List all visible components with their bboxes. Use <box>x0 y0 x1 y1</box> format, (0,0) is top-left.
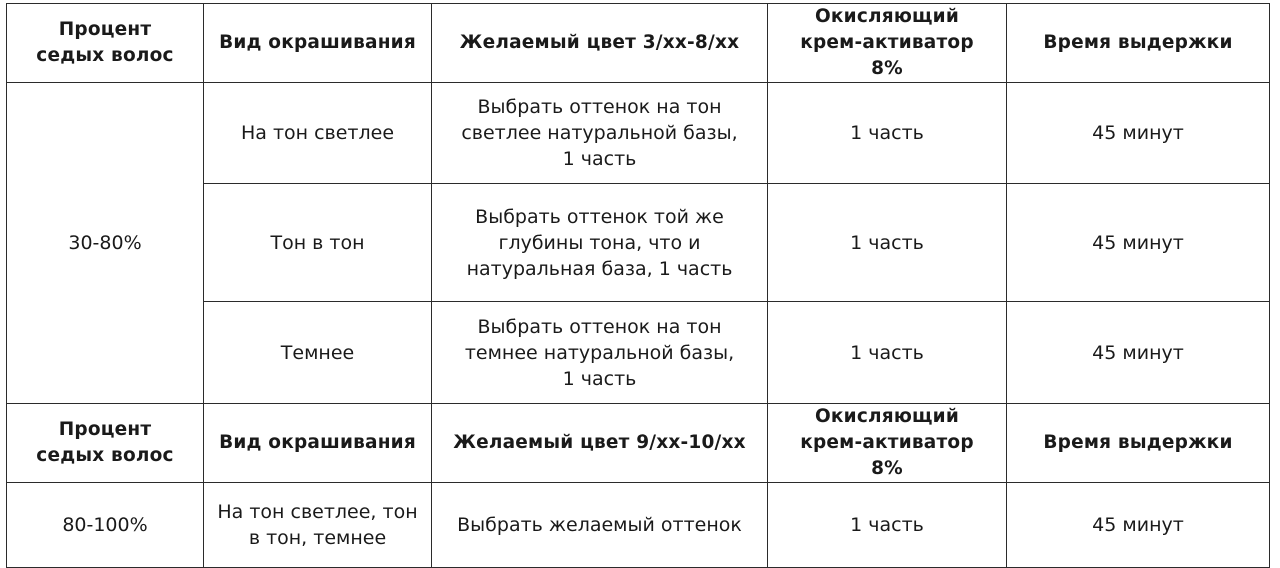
header-coloring-type: Вид окрашивания <box>204 4 432 83</box>
table-row <box>7 483 1270 568</box>
header-activator: Окисляющий крем-активатор 8% <box>768 4 1007 83</box>
coloring-type-cell: Темнее <box>204 302 432 404</box>
activator-cell: 1 часть <box>768 83 1007 184</box>
desired-color-cell: Выбрать оттенок на тон светлее натуральной базы, 1 часть <box>432 83 768 184</box>
time-cell: 45 минут <box>1007 483 1270 568</box>
activator-cell: 1 часть <box>768 302 1007 404</box>
time-cell: 45 минут <box>1007 302 1270 404</box>
percent-cell: 80-100% <box>7 483 204 568</box>
header-activator: Окисляющий крем-активатор 8% <box>768 404 1007 483</box>
activator-cell: 1 часть <box>768 184 1007 302</box>
header-percent: Процент седых волос <box>7 404 204 483</box>
desired-color-cell: Выбрать оттенок той же глубины тона, что и натуральная база, 1 часть <box>432 184 768 302</box>
header-desired-color: Желаемый цвет 9/хх-10/хх <box>432 404 768 483</box>
header-time: Время выдержки <box>1007 404 1270 483</box>
time-cell: 45 минут <box>1007 184 1270 302</box>
coloring-type-cell: На тон светлее, тон в тон, темнее <box>204 483 432 568</box>
time-cell: 45 минут <box>1007 83 1270 184</box>
desired-color-cell: Выбрать желаемый оттенок <box>432 483 768 568</box>
header-time: Время выдержки <box>1007 4 1270 83</box>
header-row-2 <box>7 404 1270 483</box>
percent-cell: 30-80% <box>7 83 204 404</box>
header-row-1 <box>7 4 1270 83</box>
table-row <box>7 83 1270 184</box>
header-coloring-type: Вид окрашивания <box>204 404 432 483</box>
activator-cell: 1 часть <box>768 483 1007 568</box>
hair-coloring-table <box>6 3 1270 568</box>
coloring-type-cell: Тон в тон <box>204 184 432 302</box>
header-percent: Процент седых волос <box>7 4 204 83</box>
desired-color-cell: Выбрать оттенок на тон темнее натуральной базы, 1 часть <box>432 302 768 404</box>
coloring-type-cell: На тон светлее <box>204 83 432 184</box>
header-desired-color: Желаемый цвет 3/хх-8/хх <box>432 4 768 83</box>
